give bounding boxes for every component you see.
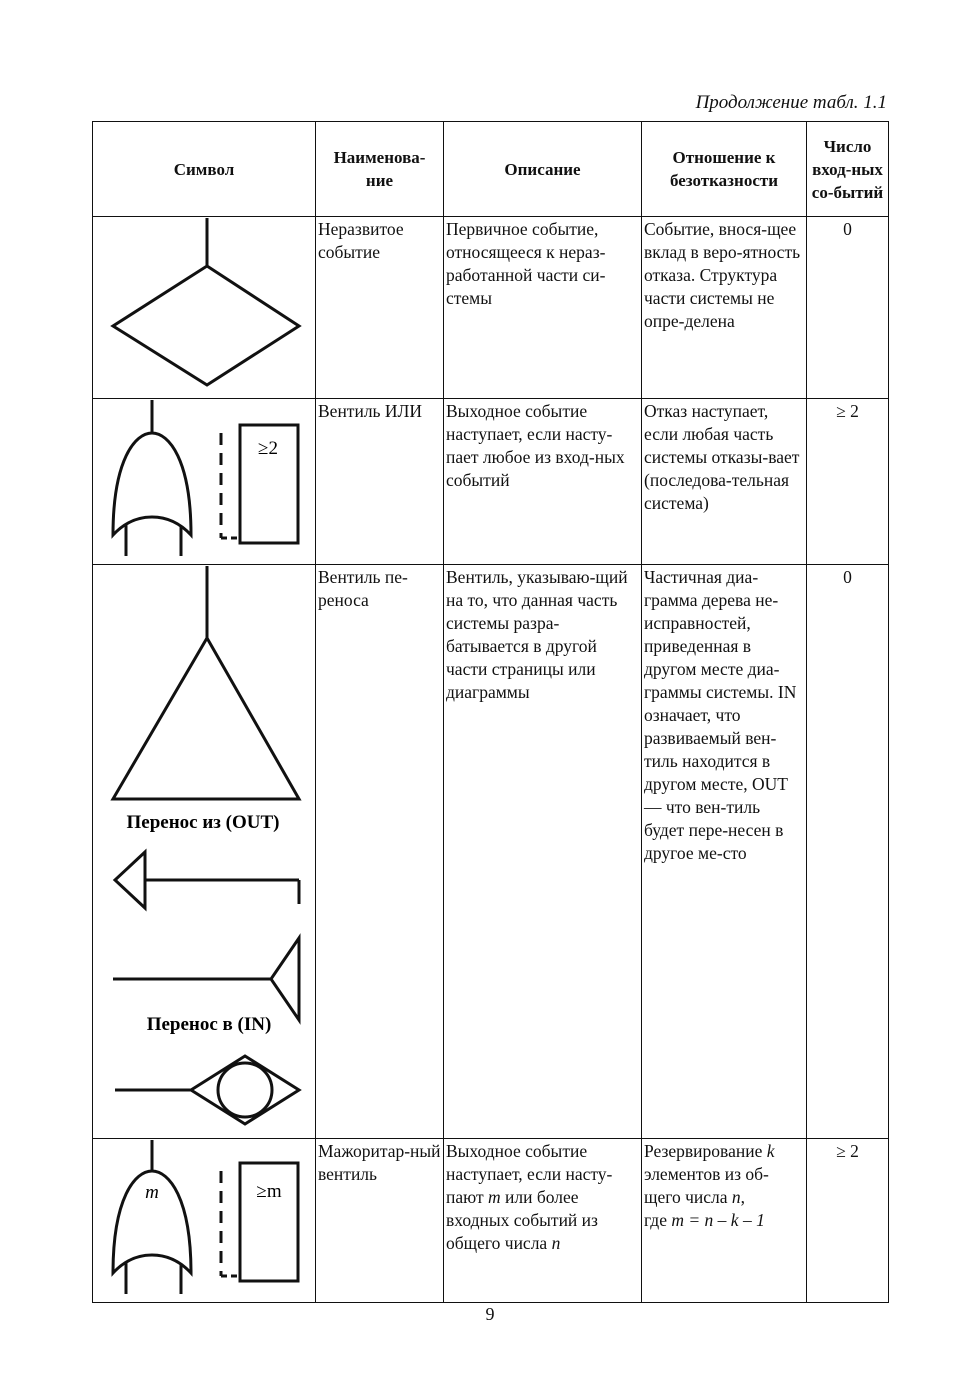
symbol-cell [93, 565, 316, 1139]
variable-n: n [551, 1233, 561, 1253]
row-name: Мажоритар-ный вентиль [316, 1139, 444, 1303]
symbol-cell [93, 399, 316, 565]
table-row [93, 1139, 889, 1303]
table-caption: Продолжение табл. 1.1 [695, 92, 887, 113]
majority-gate-inner-label: m [145, 1182, 159, 1203]
symbol-cell [93, 217, 316, 399]
table-row [93, 565, 889, 1139]
header-inputs: Число вход-ных со-бытий [807, 122, 889, 217]
row-inputs: 0 [807, 217, 889, 399]
reliability-text: где [644, 1210, 672, 1230]
description-text: Выходное событие наступает, если насту-пают [446, 1141, 613, 1207]
row-description [444, 1139, 642, 1303]
transfer-in-label: Перенос в (IN) [146, 1014, 272, 1035]
row-name: Вентиль ИЛИ [316, 399, 444, 565]
variable-k: k [766, 1141, 775, 1161]
transfer-in-diamond-icon [115, 1056, 299, 1124]
header-reliability: Отношение к безотказности [642, 122, 807, 217]
symbol-cell [93, 1139, 316, 1303]
row-description: Первичное событие, относящееся к нераз-работанной части си-стемы [444, 217, 642, 399]
header-description: Описание [444, 122, 642, 217]
reliability-text: элементов из об-щего числа [644, 1164, 769, 1207]
reliability-formula: m = n – k – 1 [671, 1210, 765, 1230]
row-description: Выходное событие наступает, если насту-пает любое из вход-ных событий [444, 399, 642, 565]
header-name: Наименова- ние [316, 122, 444, 217]
majority-gate-icon [95, 1140, 318, 1295]
row-reliability: Частичная диа-грамма дерева не-исправностей, приведенная в другом месте диа-граммы системы. IN означает, что развиваемый вен-тиль находится в другом месте, OUT — что вен-тиль будет пере-несен в другое ме-сто [642, 565, 807, 1139]
or-gate-icon [95, 400, 318, 557]
undeveloped-event-diamond-icon [95, 218, 318, 391]
row-description: Вентиль, указываю-щий на то, что данная часть системы разра-батывается в другой части страницы или диаграммы [444, 565, 642, 1139]
transfer-out-arrow-icon [115, 852, 299, 908]
table-row [93, 217, 889, 399]
reliability-text: Резервирование [644, 1141, 767, 1161]
transfer-out-label: Перенос из (OUT) [126, 812, 280, 833]
row-inputs: ≥ 2 [807, 1139, 889, 1303]
table-row [93, 399, 889, 565]
row-reliability [642, 1139, 807, 1303]
description-text: или более входных событий из общего числа [446, 1187, 598, 1253]
row-name: Вентиль пе-реноса [316, 565, 444, 1139]
variable-m: m [488, 1187, 501, 1207]
row-inputs: ≥ 2 [807, 399, 889, 565]
transfer-gate-icon [95, 566, 318, 1131]
or-gate-threshold-label: ≥2 [258, 438, 278, 459]
majority-gate-threshold-label: ≥m [256, 1181, 282, 1202]
header-row [93, 122, 889, 217]
variable-n: n [731, 1187, 741, 1207]
row-name: Неразвитое событие [316, 217, 444, 399]
transfer-in-arrow-icon [113, 938, 299, 1020]
reliability-text: , [740, 1187, 746, 1207]
row-reliability: Отказ наступает, если любая часть системы отказы-вает (последова-тельная система) [642, 399, 807, 565]
row-reliability: Событие, внося-щее вклад в веро-ятность отказа. Структура части системы не опре-делена [642, 217, 807, 399]
symbols-table [92, 121, 889, 1303]
page-number: 9 [485, 1304, 495, 1324]
header-symbol: Символ [93, 122, 316, 217]
row-inputs: 0 [807, 565, 889, 1139]
